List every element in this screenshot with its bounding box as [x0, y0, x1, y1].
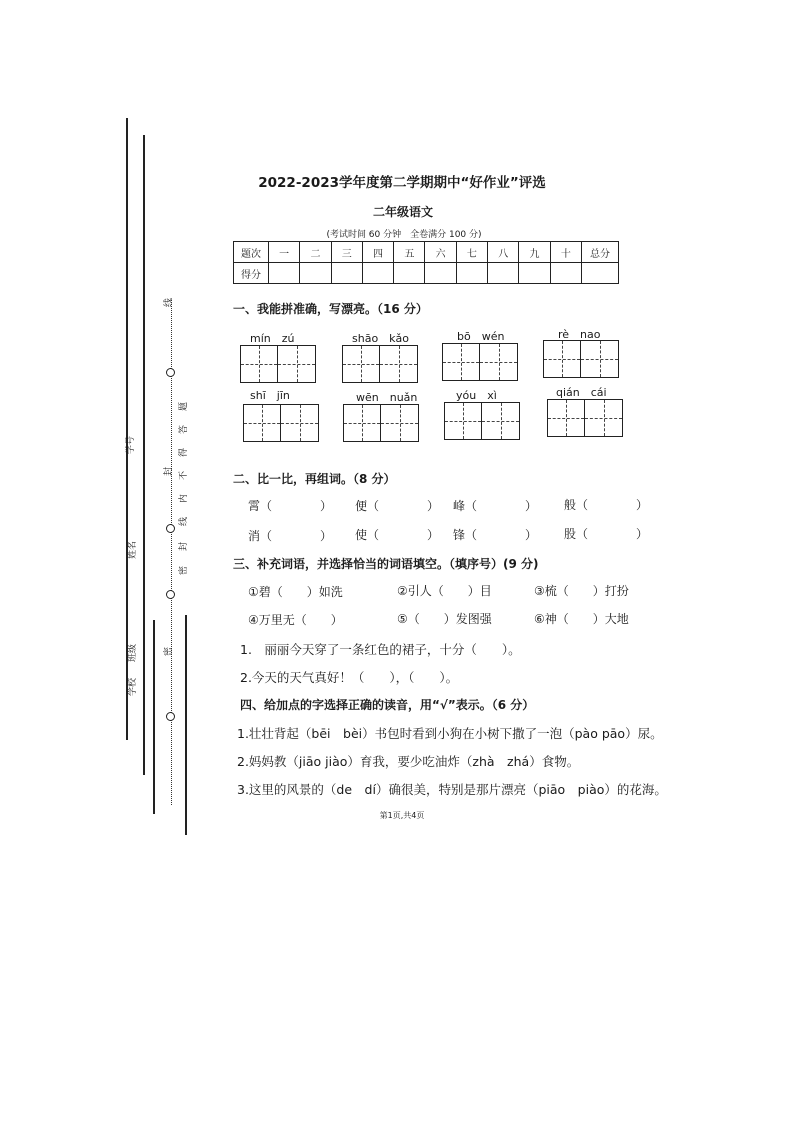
grid-cell[interactable]: [240, 345, 278, 383]
fill-sentence[interactable]: 1. 丽丽今天穿了一条红色的裙子，十分（ ）。: [240, 642, 521, 657]
grid-cell[interactable]: [281, 404, 319, 442]
score-column: 六: [425, 242, 456, 263]
name-label: 姓名: [128, 540, 139, 560]
score-cell[interactable]: [488, 263, 519, 284]
pinyin-label: yóu xì: [456, 389, 497, 402]
seal-circle: [166, 590, 175, 599]
exam-title: 2022-2023学年度第二学期期中“好作业”评选: [258, 175, 546, 191]
compare-word[interactable]: 股（ ）: [564, 527, 649, 541]
exam-note: (考试时间 60 分钟 全卷满分 100 分): [326, 230, 482, 240]
score-cell[interactable]: [550, 263, 581, 284]
score-column: 二: [300, 242, 331, 263]
grid-cell[interactable]: [342, 345, 380, 383]
score-cell[interactable]: [519, 263, 550, 284]
score-column: 九: [519, 242, 550, 263]
grid-cell[interactable]: [480, 343, 518, 381]
score-row-label: 得分: [234, 263, 269, 284]
grid-cell[interactable]: [381, 404, 419, 442]
writing-grid[interactable]: [543, 340, 619, 378]
margin-short-line: [185, 615, 187, 835]
score-column: 八: [488, 242, 519, 263]
seal-mi-label: 密: [164, 646, 175, 657]
seal-word: 密: [179, 565, 190, 576]
idiom-item[interactable]: ⑤（ ）发图强: [397, 612, 492, 626]
seal-word: 得: [179, 447, 190, 458]
score-cell[interactable]: [582, 263, 619, 284]
score-cell[interactable]: [394, 263, 425, 284]
student-id-label: 学号: [126, 435, 137, 455]
pinyin-label: rè nao: [558, 328, 601, 341]
grid-cell[interactable]: [543, 340, 581, 378]
seal-word: 内: [179, 493, 190, 504]
score-column: 三: [331, 242, 362, 263]
compare-word[interactable]: 消（ ）: [248, 529, 333, 543]
pinyin-label: wēn nuǎn: [356, 391, 418, 404]
pinyin-label: shāo kǎo: [352, 332, 410, 345]
grid-cell[interactable]: [278, 345, 316, 383]
fill-sentence[interactable]: 2.今天的天气真好！（ ），（ ）。: [240, 670, 459, 685]
writing-grid[interactable]: [243, 404, 319, 442]
section2-heading: 二、比一比，再组词。（8 分）: [233, 472, 396, 486]
section1-heading: 一、我能拼准确，写漂亮。（16 分）: [233, 302, 428, 316]
grid-cell[interactable]: [585, 399, 623, 437]
seal-label: 封: [164, 466, 175, 477]
score-cell[interactable]: [331, 263, 362, 284]
score-row-label: 题次: [234, 242, 269, 263]
idiom-item[interactable]: ③梳（ ）打扮: [534, 584, 629, 598]
seal-circle: [166, 524, 175, 533]
grid-cell[interactable]: [442, 343, 480, 381]
grid-cell[interactable]: [482, 402, 520, 440]
compare-word[interactable]: 峰（ ）: [453, 499, 538, 513]
seal-word: 线: [179, 516, 190, 527]
seal-word: 不: [179, 470, 190, 481]
pinyin-label: qián cái: [556, 386, 607, 399]
pronunciation-sentence[interactable]: 3.这里的风景的（de dí）确很美，特别是那片漂亮（piāo piào）的花海。: [237, 782, 667, 797]
pinyin-label: mín zú: [250, 332, 295, 345]
seal-circle: [166, 712, 175, 721]
page-footer: 第1页,共4页: [379, 811, 425, 820]
seal-word: 答: [179, 424, 190, 435]
score-cell[interactable]: [362, 263, 393, 284]
school-label: 学校: [128, 677, 139, 697]
seal-word: 封: [179, 541, 190, 552]
writing-grid[interactable]: [240, 345, 316, 383]
grid-cell[interactable]: [444, 402, 482, 440]
grid-cell[interactable]: [547, 399, 585, 437]
grid-cell[interactable]: [380, 345, 418, 383]
score-cell[interactable]: [456, 263, 487, 284]
score-cell[interactable]: [425, 263, 456, 284]
score-column: 七: [456, 242, 487, 263]
score-value-row: [234, 263, 619, 284]
score-table: [233, 241, 619, 284]
seal-circle: [166, 368, 175, 377]
idiom-item[interactable]: ②引人（ ）目: [397, 584, 492, 598]
score-column: 十: [550, 242, 581, 263]
pronunciation-sentence[interactable]: 1.壮壮背起（bēi bèi）书包时看到小狗在小树下撒了一泡（pào pāo）尿。: [237, 726, 663, 741]
idiom-item[interactable]: ⑥神（ ）大地: [534, 612, 629, 626]
compare-word[interactable]: 锋（ ）: [453, 528, 538, 542]
margin-right-line: [153, 620, 155, 814]
pronunciation-sentence[interactable]: 2.妈妈教（jiāo jiào）育我，要少吃油炸（zhà zhá）食物。: [237, 754, 580, 769]
compare-word[interactable]: 般（ ）: [564, 498, 649, 512]
seal-word: 题: [179, 401, 190, 412]
idiom-item[interactable]: ①碧（ ）如洗: [248, 585, 343, 599]
score-column: 一: [269, 242, 300, 263]
grid-cell[interactable]: [581, 340, 619, 378]
score-column: 五: [394, 242, 425, 263]
score-column: 四: [362, 242, 393, 263]
writing-grid[interactable]: [444, 402, 520, 440]
seal-line-label: 线: [164, 297, 175, 308]
score-cell[interactable]: [300, 263, 331, 284]
writing-grid[interactable]: [442, 343, 518, 381]
score-cell[interactable]: [269, 263, 300, 284]
grid-cell[interactable]: [243, 404, 281, 442]
pinyin-label: bō wén: [457, 330, 505, 343]
compare-word[interactable]: 使（ ）: [355, 528, 440, 542]
score-column: 总分: [582, 242, 619, 263]
writing-grid[interactable]: [343, 404, 419, 442]
grid-cell[interactable]: [343, 404, 381, 442]
score-header-row: [234, 242, 619, 263]
compare-word[interactable]: 便（ ）: [355, 499, 440, 513]
compare-word[interactable]: 霄（ ）: [248, 499, 333, 513]
writing-grid[interactable]: [547, 399, 623, 437]
pinyin-label: shī jīn: [250, 389, 290, 402]
exam-subtitle: 二年级语文: [372, 205, 433, 219]
class-label: 班级: [128, 643, 139, 663]
section4-heading: 四、给加点的字选择正确的读音，用“√”表示。（6 分）: [240, 698, 535, 712]
section3-heading: 三、补充词语，并选择恰当的词语填空。（填序号）(9 分): [233, 557, 539, 571]
writing-grid[interactable]: [342, 345, 418, 383]
idiom-item[interactable]: ④万里无（ ）: [248, 613, 343, 627]
